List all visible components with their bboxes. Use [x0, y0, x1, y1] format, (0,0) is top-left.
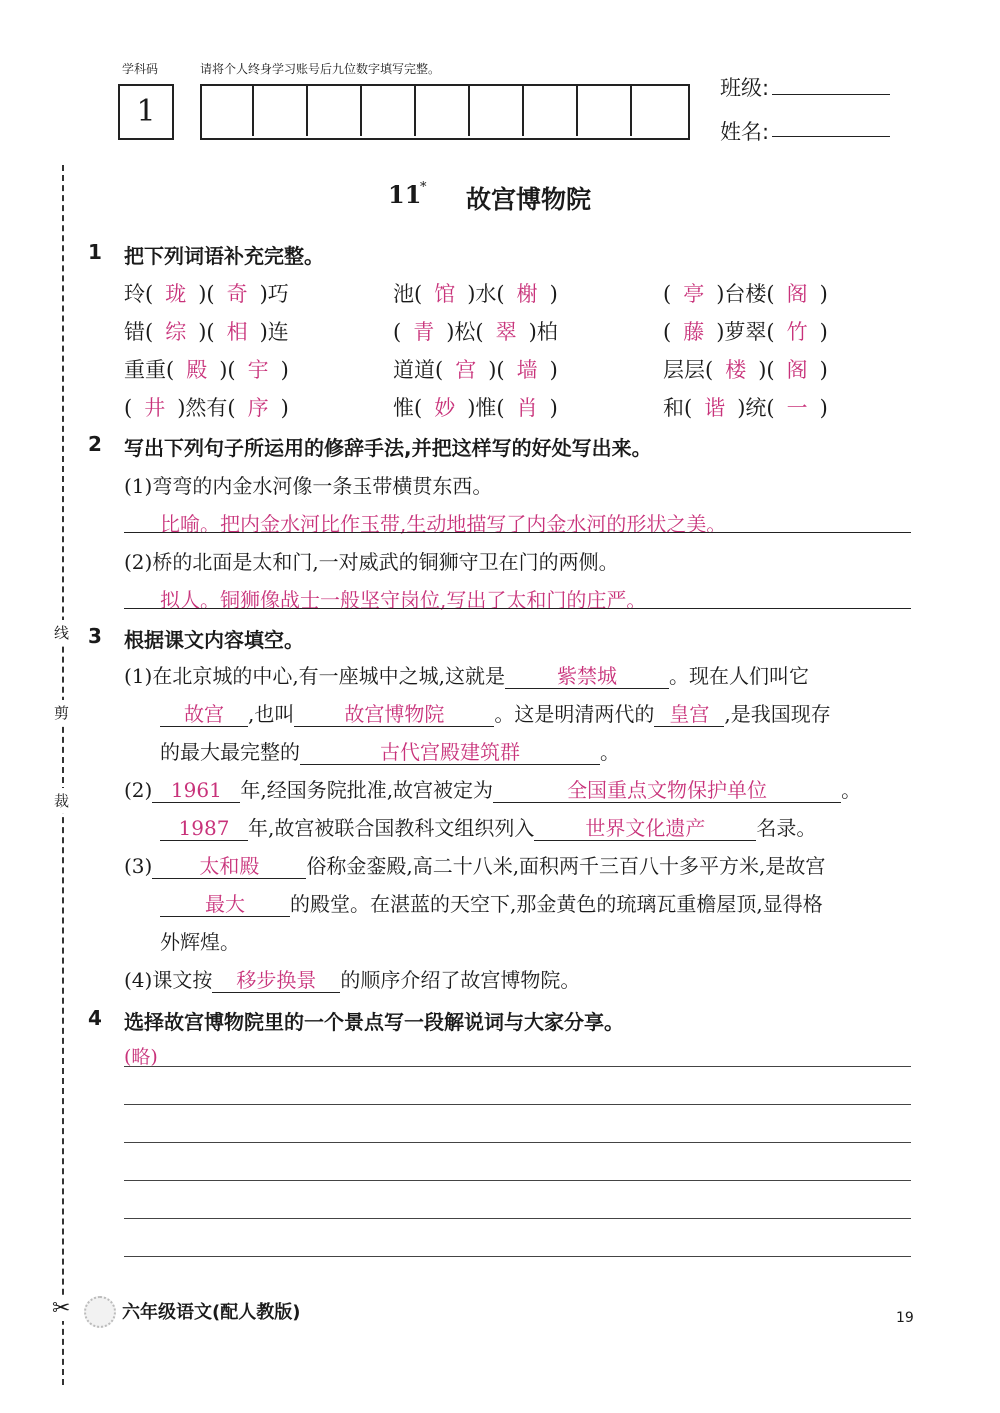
- blank-answer: 1961: [152, 778, 240, 803]
- cut-dashed-line: [62, 165, 64, 1385]
- q4-answer: (略): [124, 1046, 158, 1068]
- blank-answer: 古代宫殿建筑群: [300, 740, 600, 765]
- q1-item: ( 青 )松( 翠 )柏: [393, 320, 558, 344]
- q1-item: ( 亭 )台楼( 阁 ): [663, 282, 828, 306]
- account-instruction: 请将个人终身学习账号后九位数字填写完整。: [200, 62, 441, 76]
- q1-item: 和( 谐 )统( 一 ): [663, 396, 828, 420]
- digit-cell[interactable]: [578, 84, 632, 136]
- subject-code-value: 1: [136, 94, 156, 129]
- page-title: 故宫博物院: [466, 185, 592, 214]
- q3-p3-line1: (3) 太和殿 俗称金銮殿,高二十八米,面积两千三百八十多平方米,是故宫: [124, 854, 826, 878]
- question-3-title: 根据课文内容填空。: [124, 628, 304, 652]
- q3-p1-line3: 的最大最完整的 古代宫殿建筑群 。: [160, 740, 620, 764]
- question-3-number: 3: [88, 624, 102, 648]
- writing-line[interactable]: [124, 1180, 911, 1181]
- q3-p3-line2: 最大 的殿堂。在湛蓝的天空下,那金黄色的琉璃瓦重檐屋顶,显得格: [160, 888, 823, 917]
- lesson-number: 11: [388, 180, 422, 209]
- subject-code-box: [118, 84, 174, 140]
- q3-p2-line2: 1987 年,故宫被联合国教科文组织列入 世界文化遗产 名录。: [160, 812, 816, 841]
- question-1-number: 1: [88, 240, 102, 264]
- blank-answer: 世界文化遗产: [534, 816, 756, 841]
- q2-answer-1: 比喻。把内金水河比作玉带,生动地描写了内金水河的形状之美。: [160, 512, 727, 536]
- blank-answer: 移步换景: [212, 968, 340, 993]
- q2-answer-2: 拟人。铜狮像战士一般坚守岗位,写出了太和门的庄严。: [160, 588, 647, 612]
- q1-item: 惟( 妙 )惟( 肖 ): [393, 396, 558, 420]
- q1-item: 池( 馆 )水( 榭 ): [393, 282, 558, 306]
- writing-line[interactable]: [124, 1104, 911, 1105]
- name-field[interactable]: [772, 136, 890, 137]
- writing-line[interactable]: [124, 1142, 911, 1143]
- digit-cell[interactable]: [308, 84, 362, 136]
- class-field[interactable]: [772, 94, 890, 95]
- q2-answer-line-1[interactable]: [124, 532, 911, 533]
- digit-cell[interactable]: [254, 84, 308, 136]
- q1-item: 错( 综 )( 相 )连: [124, 320, 289, 344]
- q1-item: 道道( 宫 )( 墙 ): [393, 358, 558, 382]
- blank-answer: 故宫: [160, 702, 248, 727]
- q1-item: ( 井 )然有( 序 ): [124, 396, 289, 420]
- blank-answer: 1987: [160, 816, 248, 841]
- q2-sentence-1: (1)弯弯的内金水河像一条玉带横贯东西。: [124, 474, 493, 498]
- writing-line[interactable]: [124, 1066, 911, 1067]
- q3-p4-line1: (4)课文按 移步换景 的顺序介绍了故宫博物院。: [124, 968, 581, 992]
- lesson-mark: *: [420, 180, 427, 195]
- question-4-number: 4: [88, 1006, 102, 1030]
- q3-p1-line1: (1)在北京城的中心,有一座城中之城,这就是 紫禁城 。现在人们叫它: [124, 664, 810, 688]
- blank-answer: 皇宫: [654, 702, 724, 727]
- name-label: 姓名:: [720, 120, 770, 144]
- q3-p1-line2: 故宫 ,也叫 故宫博物院 。这是明清两代的 皇宫 ,是我国现存: [160, 698, 831, 727]
- cut-label-cai: 裁: [54, 788, 69, 813]
- q1-item: 层层( 楼 )( 阁 ): [663, 358, 828, 382]
- question-1-title: 把下列词语补充完整。: [124, 244, 324, 268]
- class-label: 班级:: [720, 76, 770, 100]
- digit-cell[interactable]: [524, 84, 578, 136]
- scissors-icon: ✂: [52, 1296, 71, 1321]
- q1-item: 重重( 殿 )( 宇 ): [124, 358, 289, 382]
- q1-item: ( 藤 )萝翠( 竹 ): [663, 320, 828, 344]
- book-title: 六年级语文(配人教版): [122, 1302, 301, 1323]
- digit-cell[interactable]: [200, 84, 254, 136]
- question-4-title: 选择故宫博物院里的一个景点写一段解说词与大家分享。: [124, 1010, 624, 1034]
- question-2-number: 2: [88, 432, 102, 456]
- digit-cell[interactable]: [362, 84, 416, 136]
- blank-answer: 全国重点文物保护单位: [493, 778, 841, 803]
- cut-label-xian: 线: [54, 620, 69, 645]
- q3-p3-line3: 外辉煌。: [160, 930, 240, 954]
- subject-code-label: 学科码: [122, 62, 159, 76]
- writing-line[interactable]: [124, 1256, 911, 1257]
- digit-cell[interactable]: [416, 84, 470, 136]
- book-logo-icon: [84, 1296, 116, 1328]
- q3-p2-line1: (2) 1961 年,经国务院批准,故宫被定为 全国重点文物保护单位 。: [124, 778, 862, 802]
- page-number: 19: [896, 1310, 914, 1326]
- blank-answer: 紫禁城: [505, 664, 669, 689]
- q2-sentence-2: (2)桥的北面是太和门,一对威武的铜狮守卫在门的两侧。: [124, 550, 619, 574]
- q1-item: 玲( 珑 )( 奇 )巧: [124, 282, 289, 306]
- blank-answer: 太和殿: [152, 854, 306, 879]
- cut-label-jian: 剪: [54, 700, 69, 725]
- blank-answer: 最大: [160, 892, 290, 917]
- digit-cell[interactable]: [470, 84, 524, 136]
- writing-line[interactable]: [124, 1218, 911, 1219]
- blank-answer: 故宫博物院: [294, 702, 494, 727]
- q2-answer-line-2[interactable]: [124, 608, 911, 609]
- question-2-title: 写出下列句子所运用的修辞手法,并把这样写的好处写出来。: [124, 436, 652, 460]
